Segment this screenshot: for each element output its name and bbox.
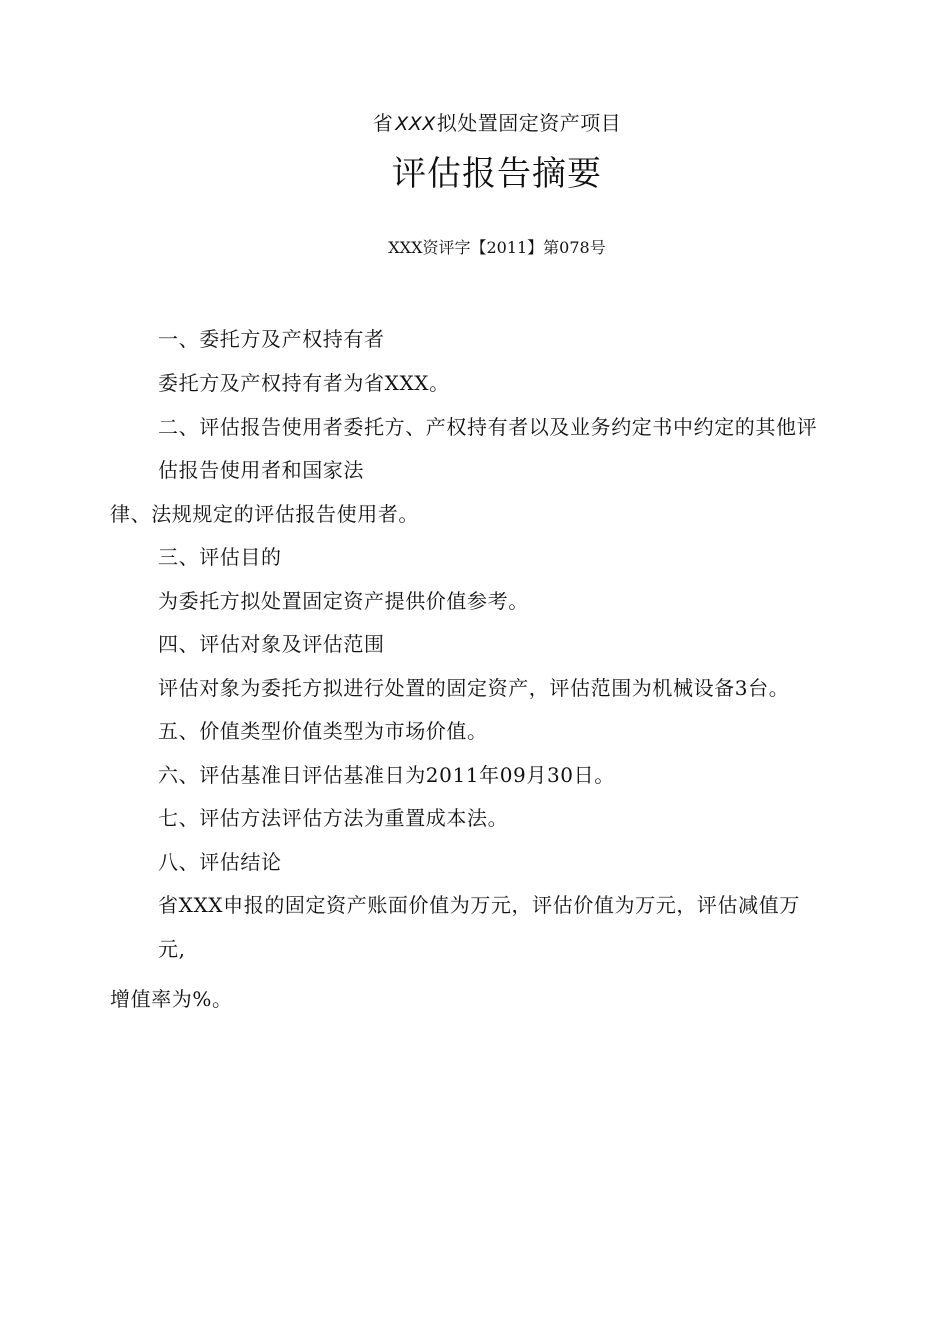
subtitle-placeholder-name: XXX bbox=[395, 113, 436, 135]
paragraph-report-users-end: 律、法规规定的评估报告使用者。 bbox=[110, 502, 419, 526]
paragraph-appreciation-rate: 增值率为%。 bbox=[110, 987, 233, 1011]
section-heading-conclusion: 八、评估结论 bbox=[158, 850, 282, 874]
section-heading-client: 一、委托方及产权持有者 bbox=[158, 327, 385, 351]
paragraph-method: 七、评估方法评估方法为重置成本法。 bbox=[158, 806, 509, 830]
section-heading-purpose: 三、评估目的 bbox=[158, 545, 282, 569]
paragraph-report-users-cont: 估报告使用者和国家法 bbox=[158, 458, 364, 482]
paragraph-client: 委托方及产权持有者为省XXX。 bbox=[158, 371, 450, 395]
document-number: XXX资评字【2011】第078号 bbox=[388, 238, 606, 257]
paragraph-base-date: 六、评估基准日评估基准日为2011年09月30日。 bbox=[158, 763, 615, 787]
section-heading-report-users: 二、评估报告使用者委托方、产权持有者以及业务约定书中约定的其他评 bbox=[158, 415, 818, 439]
subtitle-suffix: 拟处置固定资产项目 bbox=[436, 111, 622, 135]
paragraph-conclusion: 省XXX申报的固定资产账面价值为万元，评估价值为万元，评估减值万 bbox=[158, 893, 800, 917]
document-title: 评估报告摘要 bbox=[392, 154, 602, 194]
paragraph-value-type: 五、价值类型价值类型为市场价值。 bbox=[158, 719, 488, 743]
paragraph-conclusion-cont: 元, bbox=[158, 937, 186, 961]
paragraph-purpose: 为委托方拟处置固定资产提供价值参考。 bbox=[158, 589, 529, 613]
document-subtitle bbox=[0, 108, 950, 139]
subtitle-prefix: 省 bbox=[372, 111, 394, 135]
paragraph-object-scope: 评估对象为委托方拟进行处置的固定资产，评估范围为机械设备3台。 bbox=[158, 676, 790, 700]
section-heading-object-scope: 四、评估对象及评估范围 bbox=[158, 632, 385, 656]
